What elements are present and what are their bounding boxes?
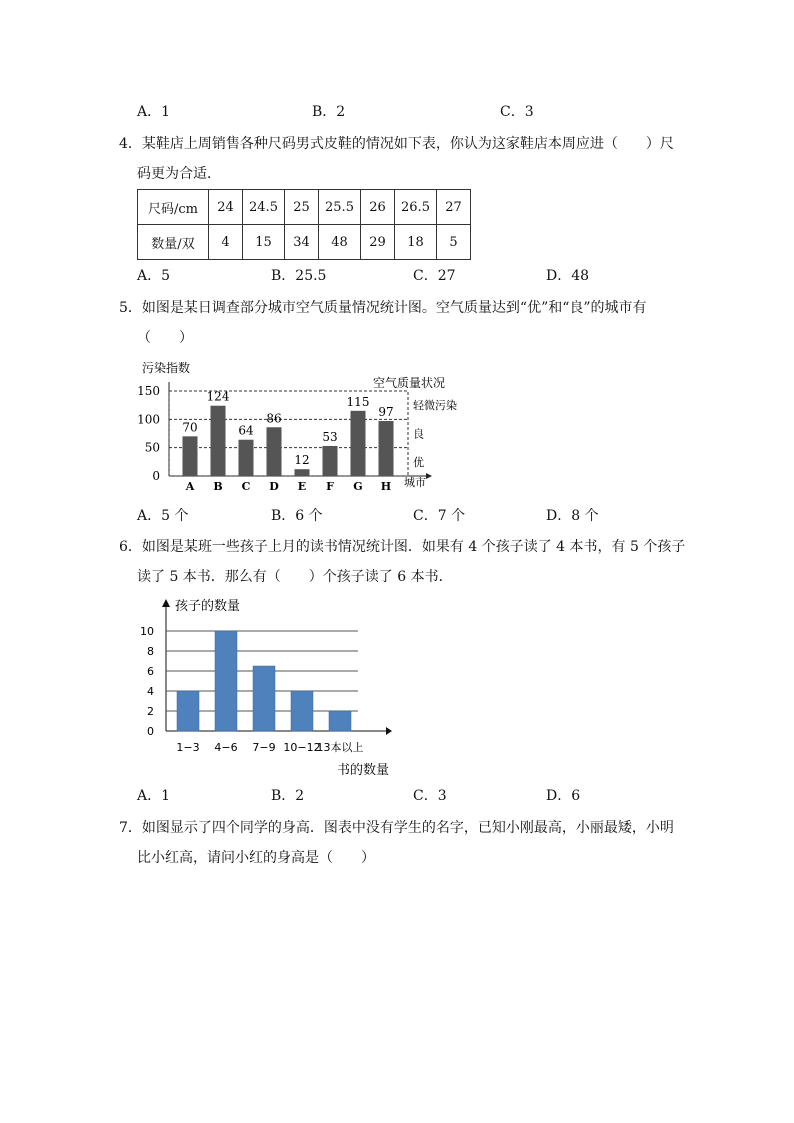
chart2-category-label: 10−12 bbox=[283, 741, 321, 754]
chart2-x-axis-label: 书的数量 bbox=[337, 763, 390, 778]
q6-option-d: D．6 bbox=[546, 788, 581, 804]
table-row bbox=[138, 225, 471, 260]
q5-option-c: C．7 个 bbox=[413, 508, 466, 524]
q5-option-b: B．6 个 bbox=[271, 508, 323, 524]
chart2-bar bbox=[291, 691, 313, 731]
q3-option-c: C．3 bbox=[500, 104, 534, 120]
table-cell: 24 bbox=[209, 190, 243, 225]
chart2-y-tick-label: 10 bbox=[140, 625, 154, 638]
chart1-y-tick-label: 50 bbox=[144, 440, 160, 455]
chart1-y-tick-label: 100 bbox=[137, 412, 160, 427]
table-cell: 18 bbox=[395, 225, 437, 260]
q3-option-a: A．1 bbox=[137, 104, 171, 120]
chart1-data-label: 12 bbox=[294, 453, 310, 468]
table-row bbox=[138, 190, 471, 225]
chart1-bar bbox=[379, 421, 394, 476]
chart1-x-axis-arrow bbox=[426, 473, 432, 479]
chart1-bar bbox=[295, 469, 310, 476]
q7-question-line2: 比小红高，请问小红的身高是（ ） bbox=[137, 850, 375, 866]
chart2-category-label: 13本以上 bbox=[316, 741, 364, 754]
q4-option-c: C．27 bbox=[413, 268, 456, 284]
chart1-y-axis-label: 污染指数 bbox=[142, 361, 191, 375]
chart1-category-label: B bbox=[213, 480, 223, 493]
reading-chart bbox=[130, 593, 410, 783]
table-cell: 27 bbox=[437, 190, 471, 225]
chart1-bar bbox=[351, 411, 366, 476]
chart2-y-tick-label: 8 bbox=[147, 645, 154, 658]
chart1-data-label: 53 bbox=[322, 429, 338, 444]
chart2-bar bbox=[177, 691, 199, 731]
chart1-bar bbox=[239, 440, 254, 476]
air-quality-chart bbox=[130, 352, 457, 498]
q6-question-line2: 读了 5 本书．那么有（ ）个孩子读了 6 本书． bbox=[137, 569, 453, 585]
table-cell: 4 bbox=[209, 225, 243, 260]
chart2-category-label: 1−3 bbox=[176, 741, 200, 754]
table-cell: 29 bbox=[361, 225, 395, 260]
q6-option-a: A．1 bbox=[137, 788, 171, 804]
chart1-data-label: 70 bbox=[182, 420, 198, 435]
q5-option-a: A．5 个 bbox=[137, 508, 189, 524]
q4-option-d: D．48 bbox=[546, 268, 590, 284]
chart1-category-label: C bbox=[241, 480, 251, 493]
q3-option-b: B．2 bbox=[312, 104, 346, 120]
chart2-bar bbox=[253, 666, 275, 731]
chart1-legend-title: 空气质量状况 bbox=[373, 376, 446, 390]
chart1-category-label: G bbox=[353, 480, 363, 493]
chart1-zone-label: 优 bbox=[413, 455, 424, 469]
chart2-y-tick-label: 2 bbox=[147, 705, 154, 718]
q4-question-line1: 4．某鞋店上周销售各种尺码男式皮鞋的情况如下表，你认为这家鞋店本周应进（ ）尺 bbox=[119, 136, 674, 152]
table-cell: 15 bbox=[243, 225, 285, 260]
chart1-category-label: E bbox=[297, 480, 307, 493]
chart1-data-label: 86 bbox=[266, 411, 282, 426]
chart1-y-tick-label: 0 bbox=[152, 469, 160, 483]
table-cell: 24.5 bbox=[243, 190, 285, 225]
chart1-bar bbox=[267, 427, 282, 476]
chart2-y-axis-arrow bbox=[162, 599, 170, 607]
shoe-size-table bbox=[137, 189, 471, 260]
chart1-category-label: D bbox=[269, 480, 279, 493]
chart1-zone-label: 良 bbox=[413, 427, 424, 441]
chart1-data-label: 97 bbox=[378, 405, 394, 420]
chart2-bar bbox=[329, 711, 351, 731]
table-cell: 25 bbox=[285, 190, 319, 225]
chart2-bar bbox=[215, 631, 237, 731]
row-header-size: 尺码/cm bbox=[138, 190, 209, 225]
q5-option-d: D．8 个 bbox=[546, 508, 599, 524]
q4-option-a: A．5 bbox=[137, 268, 171, 284]
q7-question-line1: 7．如图显示了四个同学的身高．图表中没有学生的名字，已知小刚最高，小丽最矮，小明 bbox=[119, 820, 674, 836]
chart2-category-label: 7−9 bbox=[252, 741, 276, 754]
chart1-bar bbox=[183, 436, 198, 476]
table-cell: 48 bbox=[319, 225, 361, 260]
chart1-data-label: 64 bbox=[238, 423, 254, 438]
q4-option-b: B．25.5 bbox=[271, 268, 327, 284]
chart1-zone-label: 轻微污染 bbox=[413, 399, 457, 413]
q5-question-line2: （ ） bbox=[137, 330, 193, 346]
chart1-data-label: 115 bbox=[346, 394, 370, 409]
chart1-bar bbox=[323, 446, 338, 476]
table-cell: 26.5 bbox=[395, 190, 437, 225]
q6-option-c: C．3 bbox=[413, 788, 447, 804]
table-cell: 25.5 bbox=[319, 190, 361, 225]
q6-option-b: B．2 bbox=[271, 788, 305, 804]
chart1-category-label: A bbox=[185, 480, 195, 493]
table-cell: 34 bbox=[285, 225, 319, 260]
table-cell: 26 bbox=[361, 190, 395, 225]
chart2-category-label: 4−6 bbox=[214, 741, 238, 754]
chart1-category-label: F bbox=[326, 480, 334, 493]
chart2-y-tick-label: 4 bbox=[147, 685, 154, 698]
chart1-x-axis-label: 城市 bbox=[404, 476, 426, 489]
q6-question-line1: 6．如图是某班一些孩子上月的读书情况统计图．如果有 4 个孩子读了 4 本书，有 5 个孩子 bbox=[119, 539, 686, 555]
chart1-bar bbox=[211, 406, 226, 476]
q5-question-line1: 5．如图是某日调查部分城市空气质量情况统计图。空气质量达到“优”和“良”的城市有 bbox=[119, 300, 647, 316]
row-header-quantity: 数量/双 bbox=[138, 225, 209, 260]
chart1-y-tick-label: 150 bbox=[137, 384, 160, 398]
q4-question-line2: 码更为合适． bbox=[137, 166, 221, 182]
chart2-y-axis-label: 孩子的数量 bbox=[175, 599, 241, 614]
table-cell: 5 bbox=[437, 225, 471, 260]
chart1-dashed-frame bbox=[169, 391, 408, 476]
chart2-y-tick-label: 6 bbox=[147, 665, 154, 678]
chart2-y-tick-label: 0 bbox=[147, 725, 154, 738]
chart2-x-axis-arrow bbox=[386, 727, 392, 735]
chart1-data-label: 124 bbox=[206, 389, 230, 404]
chart1-category-label: H bbox=[380, 480, 392, 493]
